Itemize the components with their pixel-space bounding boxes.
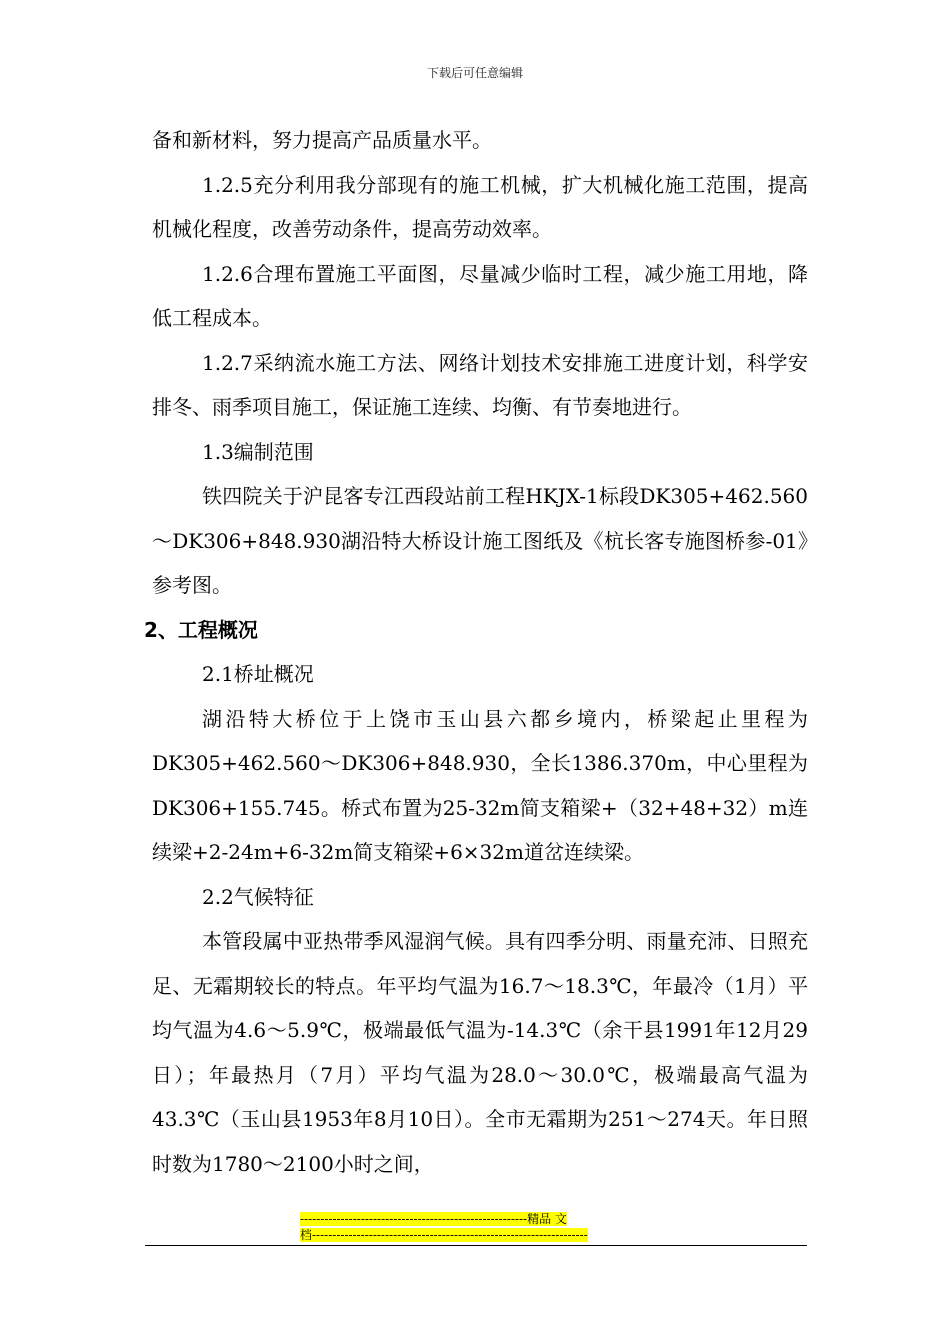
footer-line-1 bbox=[300, 1211, 650, 1227]
page-footer bbox=[300, 1211, 650, 1243]
paragraph-1-2-6: 1.2.6合理布置施工平面图，尽量减少临时工程，减少施工用地，降低工程成本。 bbox=[152, 261, 808, 330]
paragraph-bridge-overview: 湖沿特大桥位于上饶市玉山县六都乡境内，桥梁起止里程为DK305+462.560～DK306+848.930，全长1386.370m，中心里程为DK306+155.745。桥式布置为25-32m简支箱梁+（32+48+32）m连续梁+2-24m+6-32m简支箱梁+6×32m道岔连续梁。 bbox=[152, 706, 808, 864]
footer-highlight-2: 档-------------------------------------------------------------------- bbox=[300, 1228, 588, 1242]
footer-highlight-1: --------------------------------------------------------精品 文 bbox=[300, 1212, 567, 1226]
paragraph-climate: 本管段属中亚热带季风湿润气候。具有四季分明、雨量充沛、日照充足、无霜期较长的特点。年平均气温为16.7～18.3℃，年最冷（1月）平均气温为4.6～5.9℃，极端最低气温为-14.3℃（余干县1991年12月29日）；年最热月（7月）平均气温为28.0～30.0℃，极端最高气温为43.3℃（玉山县1953年8月10日）。全市无霜期为251～274天。年日照时数为1780～2100小时之间， bbox=[152, 929, 808, 1176]
section-heading-2: 2、工程概况 bbox=[144, 617, 258, 642]
subheading-2-1: 2.1桥址概况 bbox=[202, 662, 314, 686]
subheading-2-2: 2.2气候特征 bbox=[202, 884, 314, 909]
footer-line-2 bbox=[300, 1227, 650, 1243]
paragraph-scope: 铁四院关于沪昆客专江西段站前工程HKJX-1标段DK305+462.560～DK306+848.930湖沿特大桥设计施工图纸及《杭长客专施图桥参-01》参考图。 bbox=[152, 484, 808, 597]
paragraph-1-2-5: 1.2.5充分利用我分部现有的施工机械，扩大机械化施工范围，提高机械化程度，改善劳动条件，提高劳动效率。 bbox=[152, 172, 808, 241]
subheading-1-3: 1.3编制范围 bbox=[202, 439, 314, 464]
paragraph-1-2-7: 1.2.7采纳流水施工方法、网络计划技术安排施工进度计划，科学安排冬、雨季项目施工，保证施工连续、均衡、有节奏地进行。 bbox=[152, 350, 808, 419]
document-body bbox=[144, 118, 808, 1186]
page-header: 下载后可任意编辑 bbox=[426, 66, 523, 80]
paragraph-continuation: 备和新材料，努力提高产品质量水平。 bbox=[152, 128, 492, 152]
footer-divider bbox=[145, 1245, 807, 1246]
